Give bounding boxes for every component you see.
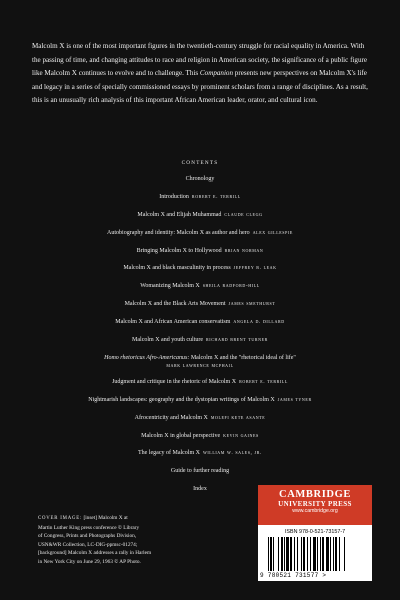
- entry-author: kevin gaines: [223, 432, 259, 439]
- entry-title: Index: [193, 486, 207, 493]
- entry-title: Malcolm X and the "rhetorical ideal of life": [189, 354, 296, 361]
- publisher-subname: UNIVERSITY PRESS: [278, 500, 352, 508]
- entry-title: Malcolm X in global perspective: [141, 432, 221, 439]
- barcode-bar: [333, 537, 334, 571]
- barcode-bar: [297, 537, 298, 571]
- contents-entry: [18, 229, 382, 237]
- entry-author: jeffrey b. leak: [233, 265, 277, 272]
- contents-entry: [18, 247, 382, 255]
- contents-entry: [18, 264, 382, 272]
- contents-entry: [18, 175, 382, 183]
- credit-label: COVER IMAGE:: [38, 516, 83, 521]
- barcode-bar: [281, 537, 283, 571]
- entry-title: Bringing Malcolm X to Hollywood: [136, 247, 222, 254]
- entry-author: sheila radford-hill: [202, 283, 260, 290]
- contents-entry: [18, 193, 382, 201]
- contents-entry: [18, 414, 382, 422]
- entry-title: The legacy of Malcolm X: [138, 450, 200, 457]
- entry-title: Womanizing Malcolm X: [140, 283, 200, 290]
- barcode-bars: [268, 537, 364, 571]
- barcode-bar: [322, 537, 324, 571]
- contents-entry: [18, 378, 382, 386]
- barcode-bar: [273, 537, 274, 571]
- barcode-bar: [268, 537, 269, 571]
- blurb-companion: Companion: [199, 69, 234, 77]
- barcode-bar: [310, 537, 311, 571]
- entry-title: Malcolm X and Elijah Muhammad: [137, 211, 222, 218]
- entry-author: james tyner: [277, 396, 312, 403]
- barcode-digits: 9 780521 731577 >: [260, 572, 327, 579]
- credit-line: USN&WR Collection, LC-DIG-ppmsc-01274;: [38, 541, 138, 548]
- entry-title: Malcolm X and African American conservatism: [115, 319, 231, 326]
- entry-title: Chronology: [185, 176, 215, 182]
- barcode-bar: [335, 537, 337, 571]
- entry-title: Malcolm X and the Black Arts Movement: [124, 301, 226, 308]
- cover-image-credit: [38, 514, 243, 567]
- contents-entry: [18, 396, 382, 404]
- contents-entry: [18, 449, 382, 457]
- entry-title: Judgment and critique in the rhetoric of Malcolm X: [112, 378, 237, 385]
- entry-author: william w. sales, jr.: [202, 450, 262, 457]
- back-cover-blurb: [32, 40, 368, 108]
- barcode-bar: [339, 537, 340, 571]
- contents-list: [18, 160, 382, 503]
- entry-author: james smethurst: [228, 301, 276, 308]
- contents-heading: CONTENTS: [181, 160, 219, 166]
- barcode-bar: [284, 537, 285, 571]
- entry-author: angela d. dillard: [233, 319, 285, 326]
- entry-author: claude clegg: [224, 211, 263, 218]
- entry-title: Afrocentricity and Malcolm X: [134, 414, 208, 421]
- entry-author: richard brent turner: [206, 337, 268, 344]
- entry-title-italic: Homo rhetoricus Afro-Americanus:: [104, 354, 190, 361]
- barcode-bar: [290, 537, 292, 571]
- entry-author: robert e. terrill: [191, 193, 241, 200]
- entry-title: Malcolm X and black masculinity in process: [123, 265, 231, 272]
- contents-entry: [18, 467, 382, 475]
- barcode-bar: [307, 537, 308, 571]
- contents-entry: [18, 354, 382, 370]
- contents-entry: [18, 432, 382, 440]
- entry-author: mark lawrence mcphail: [166, 362, 234, 369]
- barcode-bar: [294, 537, 295, 571]
- entry-title: Malcolm X and youth culture: [132, 337, 204, 344]
- credit-line: [background] Malcolm X addresses a rally in Harlem: [38, 550, 152, 557]
- barcode: [258, 525, 372, 581]
- entry-author: brian norman: [224, 247, 264, 254]
- blurb-text-2: presents new perspectives on Malcolm X's life and legacy in a series of specially commissioned essays by prominent scholars from a range of disciplines. As a result, this is an unusually rich analysis of this important African American leader, orator, and cultural icon.: [32, 69, 368, 104]
- entry-title: Autobiography and identity: Malcolm X as author and hero: [107, 229, 250, 236]
- entry-title: Guide to further reading: [170, 468, 230, 475]
- barcode-bar: [330, 537, 331, 571]
- contents-entry: [18, 211, 382, 219]
- entry-title: Introduction: [159, 193, 189, 200]
- barcode-bar: [326, 537, 329, 571]
- contents-entry: [18, 336, 382, 344]
- barcode-bar: [320, 537, 321, 571]
- contents-entry: [18, 318, 382, 326]
- barcode-bar: [270, 537, 272, 571]
- contents-entry: [18, 282, 382, 290]
- isbn-text: ISBN 978-0-521-73157-7: [284, 529, 346, 535]
- credit-line: [inset] Malcolm X at: [82, 515, 128, 521]
- barcode-bar: [317, 537, 318, 571]
- publisher-logo: [258, 485, 372, 525]
- credit-line: in New York City on June 29, 1963 © AP Photo.: [38, 558, 141, 565]
- publisher-url: www.cambridge.org: [292, 508, 338, 514]
- barcode-bar: [313, 537, 316, 571]
- entry-author: alex gillespie: [252, 229, 293, 236]
- entry-title: Nightmarish landscapes: geography and the dystopian writings of Malcolm X: [88, 396, 275, 403]
- publisher-name: CAMBRIDGE: [279, 489, 351, 500]
- entry-author: molefi kete asante: [210, 414, 266, 421]
- barcode-bar: [303, 537, 305, 571]
- barcode-bar: [278, 537, 279, 571]
- entry-author: robert e. terrill: [239, 378, 288, 385]
- credit-line: Martin Luther King press conference © Library: [38, 524, 140, 531]
- credit-line: of Congress, Prints and Photographs Division,: [38, 533, 137, 540]
- contents-entry: [18, 300, 382, 308]
- blurb-text-1: Malcolm X is one of the most important figures in the twentieth-century struggle for racial equality in America. With the passing of time, and changing attitudes to race and religion in American society, the significance of a public figure like Malcolm X continues to evolve and to challenge. This: [32, 42, 368, 77]
- barcode-bar: [286, 537, 289, 571]
- barcode-bar: [344, 537, 345, 571]
- barcode-bar: [301, 537, 302, 571]
